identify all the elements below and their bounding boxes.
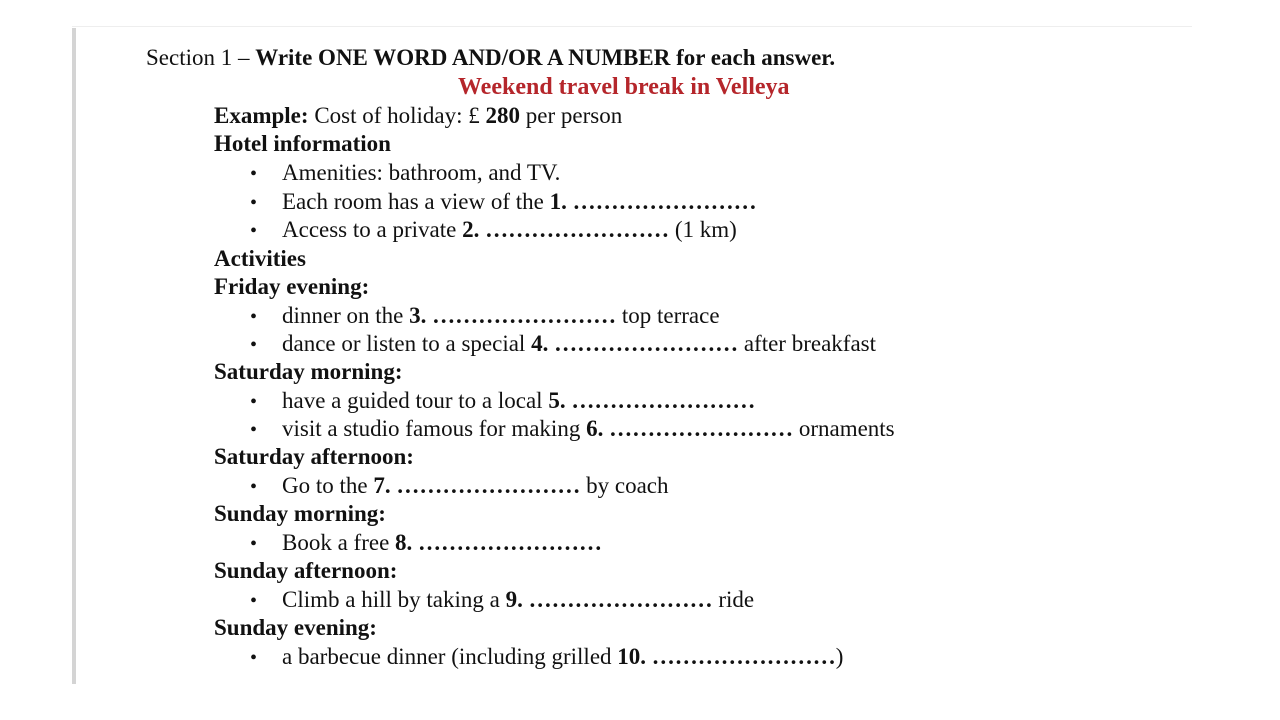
list-item <box>250 472 669 501</box>
list-item <box>250 159 560 188</box>
bullet-icon: • <box>250 533 258 555</box>
list-item <box>250 643 843 672</box>
item-text: dance or listen to a special <box>282 331 532 356</box>
question-number: 8. <box>395 530 413 555</box>
item-text: visit a studio famous for making <box>282 416 587 441</box>
section-instruction-text: Write ONE WORD AND/OR A NUMBER for each answer. <box>255 45 836 70</box>
question-number: 6. <box>586 416 604 441</box>
item-text: Amenities: bathroom, and TV. <box>282 160 561 185</box>
item-suffix: by coach <box>580 473 669 498</box>
saturday-morning-heading: Saturday morning: <box>214 359 403 384</box>
example-label: Example: <box>214 103 309 128</box>
item-text: dinner on the <box>282 303 410 328</box>
answer-blank[interactable]: …………………… <box>485 217 670 242</box>
item-suffix: (1 km) <box>669 217 737 242</box>
example-line <box>214 102 622 130</box>
sunday-afternoon-heading: Sunday afternoon: <box>214 558 398 583</box>
list-item <box>250 387 755 416</box>
list-item <box>250 586 754 615</box>
bullet-icon: • <box>250 590 258 612</box>
item-text: a barbecue dinner (including grilled <box>282 644 618 669</box>
hotel-heading: Hotel information <box>214 131 391 156</box>
question-number: 7. <box>373 473 391 498</box>
bullet-icon: • <box>250 334 258 356</box>
list-item <box>250 188 757 217</box>
answer-blank[interactable]: …………………… <box>609 416 794 441</box>
list-item <box>250 330 876 359</box>
question-number: 5. <box>548 388 566 413</box>
example-amount: 280 <box>485 103 521 128</box>
activities-heading: Activities <box>214 246 306 271</box>
item-text: Go to the <box>282 473 374 498</box>
item-suffix: ) <box>835 644 844 669</box>
list-item <box>250 216 737 245</box>
question-number: 2. <box>462 217 480 242</box>
item-text: Book a free <box>282 530 396 555</box>
sunday-morning-heading: Sunday morning: <box>214 501 386 526</box>
bullet-icon: • <box>250 647 258 669</box>
page-title: Weekend travel break in Velleya <box>458 74 790 100</box>
bullet-icon: • <box>250 220 258 242</box>
item-suffix: top terrace <box>616 303 720 328</box>
bullet-icon: • <box>250 306 258 328</box>
item-suffix: after breakfast <box>738 331 876 356</box>
example-text: Cost of holiday: £ <box>308 103 486 128</box>
section-prefix: Section 1 – <box>146 45 256 70</box>
bullet-icon: • <box>250 163 258 185</box>
question-number: 3. <box>409 303 427 328</box>
item-text: Each room has a view of the <box>282 189 550 214</box>
answer-blank[interactable]: …………………… <box>528 587 713 612</box>
list-item <box>250 302 720 331</box>
item-text: Climb a hill by taking a <box>282 587 506 612</box>
item-suffix: ornaments <box>793 416 895 441</box>
list-item <box>250 529 602 558</box>
answer-blank[interactable]: …………………… <box>554 331 739 356</box>
bullet-icon: • <box>250 419 258 441</box>
question-number: 1. <box>549 189 567 214</box>
bullet-icon: • <box>250 476 258 498</box>
question-number: 9. <box>505 587 523 612</box>
section-instruction <box>146 44 835 72</box>
item-suffix: ride <box>712 587 755 612</box>
bullet-icon: • <box>250 391 258 413</box>
answer-blank[interactable]: …………………… <box>418 530 603 555</box>
list-item <box>250 415 895 444</box>
item-text: have a guided tour to a local <box>282 388 549 413</box>
answer-blank[interactable]: …………………… <box>572 189 757 214</box>
answer-blank[interactable]: …………………… <box>651 644 836 669</box>
bullet-icon: • <box>250 192 258 214</box>
sunday-evening-heading: Sunday evening: <box>214 615 377 640</box>
friday-heading: Friday evening: <box>214 274 370 299</box>
question-number: 10. <box>617 644 647 669</box>
answer-blank[interactable]: …………………… <box>432 303 617 328</box>
answer-blank[interactable]: …………………… <box>396 473 581 498</box>
question-number: 4. <box>531 331 549 356</box>
answer-blank[interactable]: …………………… <box>571 388 756 413</box>
saturday-afternoon-heading: Saturday afternoon: <box>214 444 414 469</box>
item-text: Access to a private <box>282 217 463 242</box>
example-suffix: per person <box>520 103 623 128</box>
